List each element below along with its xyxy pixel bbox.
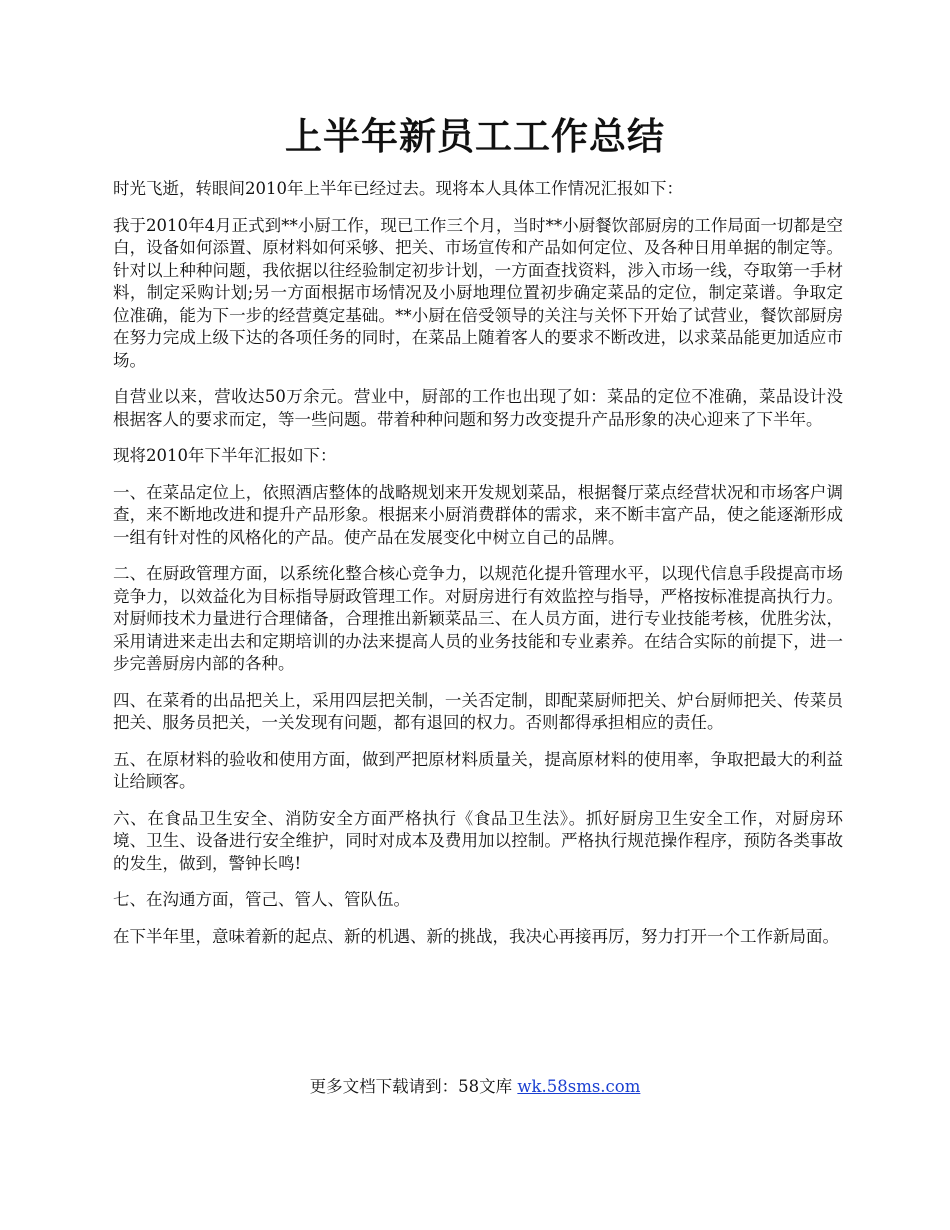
footer-link[interactable]: wk.58sms.com [517,1077,641,1096]
paragraph-item-1: 一、在菜品定位上，依照酒店整体的战略规划来开发规划菜品，根据餐厅菜点经营状况和市场客户调查，来不断地改进和提升产品形象。根据来小厨消费群体的需求，来不断丰富产品，使之能逐渐形成一组有针对性的风格化的产品。使产品在发展变化中树立自己的品牌。 [113,482,843,547]
paragraph-item-5: 五、在原材料的验收和使用方面，做到严把原材料质量关，提高原材料的使用率，争取把最大的利益让给顾客。 [113,749,843,791]
paragraph-item-2: 二、在厨政管理方面，以系统化整合核心竞争力，以规范化提升管理水平，以现代信息手段提高市场竞争力，以效益化为目标指导厨政管理工作。对厨房进行有效监控与指导，严格按标准提高执行力。对厨师技术力量进行合理储备，合理推出新颖菜品三、在人员方面，进行专业技能考核，优胜劣汰，采用请进来走出去和定期培训的办法来提高人员的业务技能和专业素养。在结合实际的前提下，进一步完善厨房内部的各种。 [113,564,843,673]
paragraph-revenue: 自营业以来，营收达50万余元。营业中，厨部的工作也出现了如：菜品的定位不准确，菜品设计没根据客人的要求而定，等一些问题。带着种种问题和努力改变提升产品形象的决心迎来了下半年。 [113,387,843,429]
paragraph-intro: 时光飞逝，转眼间2010年上半年已经过去。现将本人具体工作情况汇报如下： [113,179,683,198]
document-body [113,178,843,962]
paragraph-item-7: 七、在沟通方面，管己、管人、管队伍。 [113,890,410,909]
footer-prefix: 更多文档下载请到：58文库 [309,1077,518,1096]
download-footer [0,1076,950,1098]
paragraph-item-6: 六、在食品卫生安全、消防安全方面严格执行《食品卫生法》。抓好厨房卫生安全工作，对厨房环境、卫生、设备进行安全维护，同时对成本及费用加以控制。严格执行规范操作程序，预防各类事故的发生，做到，警钟长鸣! [113,808,843,873]
paragraph-item-4: 四、在菜肴的出品把关上，采用四层把关制，一关否定制，即配菜厨师把关、炉台厨师把关、传菜员把关、服务员把关，一关发现有问题，都有退回的权力。否则都得承担相应的责任。 [113,690,843,732]
document-title: 上半年新员工工作总结 [285,114,665,158]
paragraph-report-intro: 现将2010年下半年汇报如下： [113,446,337,465]
paragraph-conclusion: 在下半年里，意味着新的起点、新的机遇、新的挑战，我决心再接再厉，努力打开一个工作新局面。 [113,926,839,946]
paragraph-start-work: 我于2010年4月正式到**小厨工作，现已工作三个月，当时**小厨餐饮部厨房的工作局面一切都是空白，设备如何添置、原材料如何采够、把关、市场宣传和产品如何定位、及各种日用单据的制定等。针对以上种种问题，我依据以往经验制定初步计划，一方面查找资料，涉入市场一线，夺取第一手材料，制定采购计划;另一方面根据市场情况及小厨地理位置初步确定菜品的定位，制定菜谱。争取定位准确，能为下一步的经营奠定基础。**小厨在倍受领导的关注与关怀下开始了试营业，餐饮部厨房在努力完成上级下达的各项任务的同时，在菜品上随着客人的要求不断改进，以求菜品能更加适应市场。 [113,215,843,370]
